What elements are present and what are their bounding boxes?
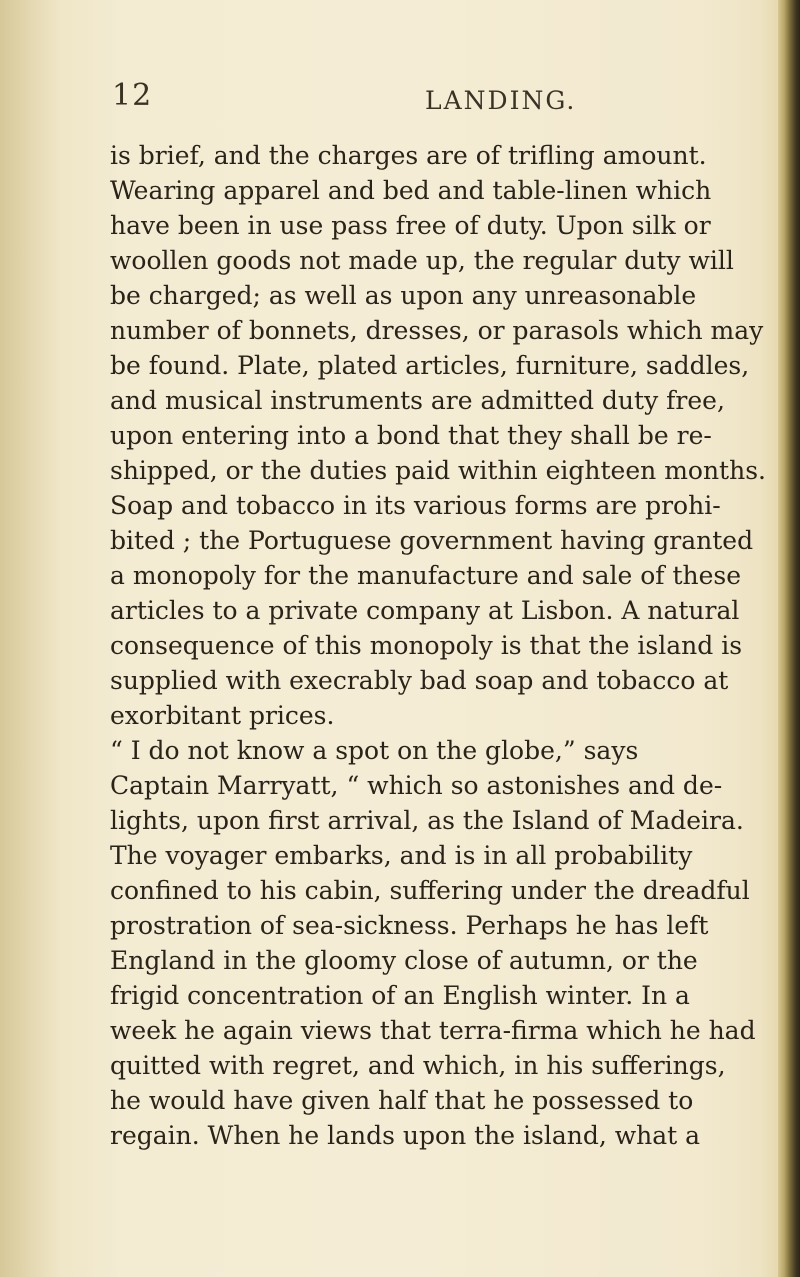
text-line: “ I do not know a spot on the globe,” says bbox=[110, 736, 639, 765]
text-line: Captain Marryatt, “ which so astonishes and de- bbox=[110, 771, 723, 800]
page-gutter-shadow bbox=[0, 0, 60, 1277]
text-line: consequence of this monopoly is that the island is bbox=[110, 631, 743, 660]
text-line: articles to a private company at Lisbon. A natural bbox=[110, 596, 740, 625]
text-line: a monopoly for the manufacture and sale of these bbox=[110, 561, 742, 590]
text-line: prostration of sea-sickness. Perhaps he has left bbox=[110, 911, 709, 940]
text-line: is brief, and the charges are of trifling amount. bbox=[110, 141, 707, 170]
text-line: supplied with execrably bad soap and tobacco at bbox=[110, 666, 729, 695]
text-line: number of bonnets, dresses, or parasols which may bbox=[110, 316, 764, 345]
text-line: Wearing apparel and bed and table-linen which bbox=[110, 176, 712, 205]
text-line: bited ; the Portuguese government having granted bbox=[110, 526, 754, 555]
text-line: have been in use pass free of duty. Upon silk or bbox=[110, 211, 711, 240]
running-title: LANDING. bbox=[425, 86, 577, 115]
text-line: be found. Plate, plated articles, furniture, saddles, bbox=[110, 351, 750, 380]
text-line: upon entering into a bond that they shall be re- bbox=[110, 421, 712, 450]
page-header bbox=[0, 78, 800, 118]
body-text bbox=[110, 138, 790, 1153]
page-number: 12 bbox=[112, 78, 153, 113]
text-line: exorbitant prices. bbox=[110, 701, 335, 730]
text-line: week he again views that terra-firma which he had bbox=[110, 1016, 756, 1045]
text-line: be charged; as well as upon any unreasonable bbox=[110, 281, 697, 310]
text-line: lights, upon first arrival, as the Island of Madeira. bbox=[110, 806, 744, 835]
text-line: woollen goods not made up, the regular duty will bbox=[110, 246, 734, 275]
text-line: England in the gloomy close of autumn, or the bbox=[110, 946, 698, 975]
text-line: Soap and tobacco in its various forms are prohi- bbox=[110, 491, 721, 520]
text-line: frigid concentration of an English winter. In a bbox=[110, 981, 690, 1010]
text-line: quitted with regret, and which, in his sufferings, bbox=[110, 1051, 726, 1080]
text-line: confined to his cabin, suffering under the dreadful bbox=[110, 876, 750, 905]
text-line: and musical instruments are admitted duty free, bbox=[110, 386, 725, 415]
text-line: regain. When he lands upon the island, what a bbox=[110, 1121, 701, 1150]
text-line: The voyager embarks, and is in all probability bbox=[110, 841, 693, 870]
text-line: he would have given half that he possessed to bbox=[110, 1086, 694, 1115]
text-line: shipped, or the duties paid within eighteen months. bbox=[110, 456, 766, 485]
